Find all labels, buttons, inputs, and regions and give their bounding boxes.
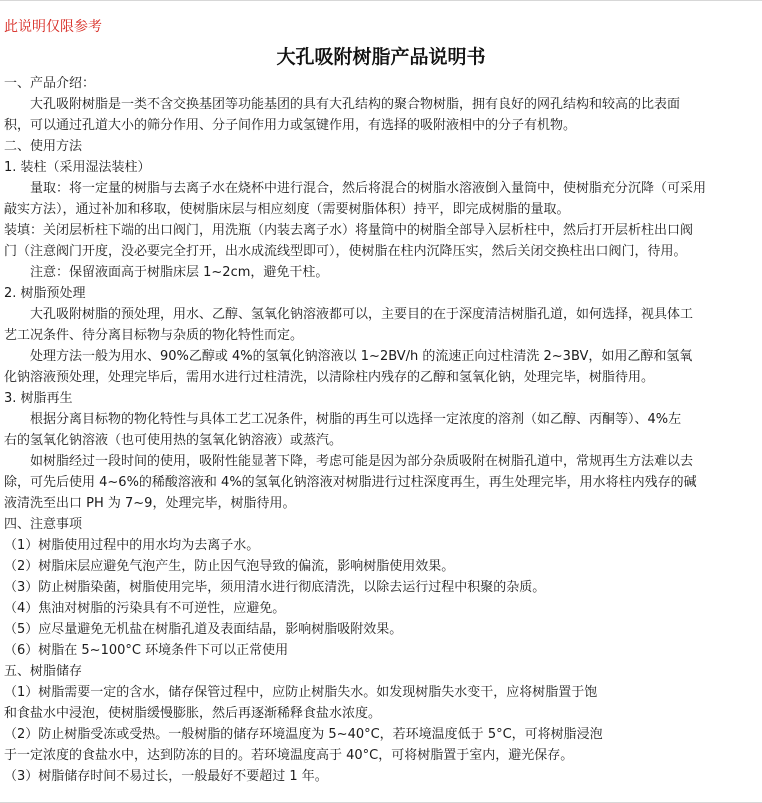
subsection-heading-packing: 1. 装柱（采用湿法装柱） bbox=[4, 160, 151, 175]
storage-item: （3）树脂储存时间不易过长，一般最好不要超过 1 年。 bbox=[4, 769, 328, 784]
storage-item: （1）树脂需要一定的含水，储存保管过程中，应防止树脂失水。如发现树脂失水变干，应将树脂置于饱 bbox=[4, 685, 598, 700]
note-item: （5）应尽量避免无机盐在树脂孔道及表面结晶，影响树脂吸附效果。 bbox=[4, 622, 403, 637]
paragraph-line: 敲实方法），通过补加和移取，使树脂床层与相应刻度（需要树脂体积）持平，即完成树脂的量取。 bbox=[4, 202, 570, 217]
paragraph-line: 注意：保留液面高于树脂床层 1~2cm，避免干柱。 bbox=[4, 265, 329, 280]
paragraph-line: 液清洗至出口 PH 为 7~9，处理完毕，树脂待用。 bbox=[4, 496, 296, 511]
paragraph-line: 艺工况条件、待分离目标物与杂质的物化特性而定。 bbox=[4, 328, 304, 343]
note-item: （2）树脂床层应避免气泡产生，防止因气泡导致的偏流，影响树脂使用效果。 bbox=[4, 559, 455, 574]
paragraph-line: 积，可以通过孔道大小的筛分作用、分子间作用力或氢键作用，有选择的吸附液相中的分子有机物。 bbox=[4, 118, 577, 133]
paragraph-line: 大孔吸附树脂是一类不含交换基团等功能基团的具有大孔结构的聚合物树脂，拥有良好的网孔结构和较高的比表面 bbox=[4, 97, 681, 112]
paragraph-line: 装填：关闭层析柱下端的出口阀门，用洗瓶（内装去离子水）将量筒中的树脂全部导入层析柱中，然后打开层析柱出口阀 bbox=[4, 223, 694, 238]
section-heading-notes: 四、注意事项 bbox=[4, 517, 83, 532]
paragraph-line: 根据分离目标物的物化特性与具体工艺工况条件，树脂的再生可以选择一定浓度的溶剂（如乙醇、丙酮等）、4%左 bbox=[4, 412, 682, 427]
paragraph-line: 门（注意阀门开度，没必要完全打开，出水成流线型即可），使树脂在柱内沉降压实，然后关闭交换柱出口阀门，待用。 bbox=[4, 244, 687, 259]
storage-item: 和食盐水中浸泡，使树脂缓慢膨胀，然后再逐渐稀释食盐水浓度。 bbox=[4, 706, 382, 721]
subsection-heading-regeneration: 3. 树脂再生 bbox=[4, 391, 73, 406]
paragraph-line: 化钠溶液预处理，处理完毕后，需用水进行过柱清洗，以清除柱内残存的乙醇和氢氧化钠，处理完毕，树脂待用。 bbox=[4, 370, 655, 385]
reference-notice: 此说明仅限参考 bbox=[4, 19, 102, 35]
subsection-heading-pretreatment: 2. 树脂预处理 bbox=[4, 286, 86, 301]
paragraph-line: 量取：将一定量的树脂与去离子水在烧杯中进行混合，然后将混合的树脂水溶液倒入量筒中，使树脂充分沉降（可采用 bbox=[4, 181, 707, 196]
storage-item: 于一定浓度的食盐水中，达到防冻的目的。若环境温度高于 40°C，可将树脂置于室内，避光保存。 bbox=[4, 748, 574, 763]
paragraph-line: 处理方法一般为用水、90%乙醇或 4%的氢氧化钠溶液以 1~2BV/h 的流速正向过柱清洗 2~3BV，如用乙醇和氢氧 bbox=[4, 349, 693, 364]
note-item: （6）树脂在 5~100°C 环境条件下可以正常使用 bbox=[4, 643, 289, 658]
note-item: （3）防止树脂染菌，树脂使用完毕，须用清水进行彻底清洗，以除去运行过程中积聚的杂质。 bbox=[4, 580, 546, 595]
paragraph-line: 大孔吸附树脂的预处理，用水、乙醇、氢氧化钠溶液都可以，主要目的在于深度清洁树脂孔道，如何选择，视具体工 bbox=[4, 307, 694, 322]
paragraph-line: 右的氢氧化钠溶液（也可使用热的氢氧化钠溶液）或蒸汽。 bbox=[4, 433, 343, 448]
paragraph-line: 除，可先后使用 4~6%的稀酸溶液和 4%的氢氧化钠溶液对树脂进行过柱深度再生，再生处理完毕，用水将柱内残存的碱 bbox=[4, 475, 697, 490]
section-heading-usage: 二、使用方法 bbox=[4, 139, 83, 154]
storage-item: （2）防止树脂受冻或受热。一般树脂的储存环境温度为 5~40°C，若环境温度低于 5°C，可将树脂浸泡 bbox=[4, 727, 603, 742]
top-border bbox=[0, 0, 762, 1]
note-item: （1）树脂使用过程中的用水均为去离子水。 bbox=[4, 538, 260, 553]
note-item: （4）焦油对树脂的污染具有不可逆性，应避免。 bbox=[4, 601, 286, 616]
paragraph-line: 如树脂经过一段时间的使用，吸附性能显著下降，考虑可能是因为部分杂质吸附在树脂孔道中，常规再生方法难以去 bbox=[4, 454, 694, 469]
section-heading-intro: 一、产品介绍： bbox=[4, 76, 96, 91]
section-heading-storage: 五、树脂储存 bbox=[4, 664, 83, 679]
document-title: 大孔吸附树脂产品说明书 bbox=[276, 46, 486, 68]
